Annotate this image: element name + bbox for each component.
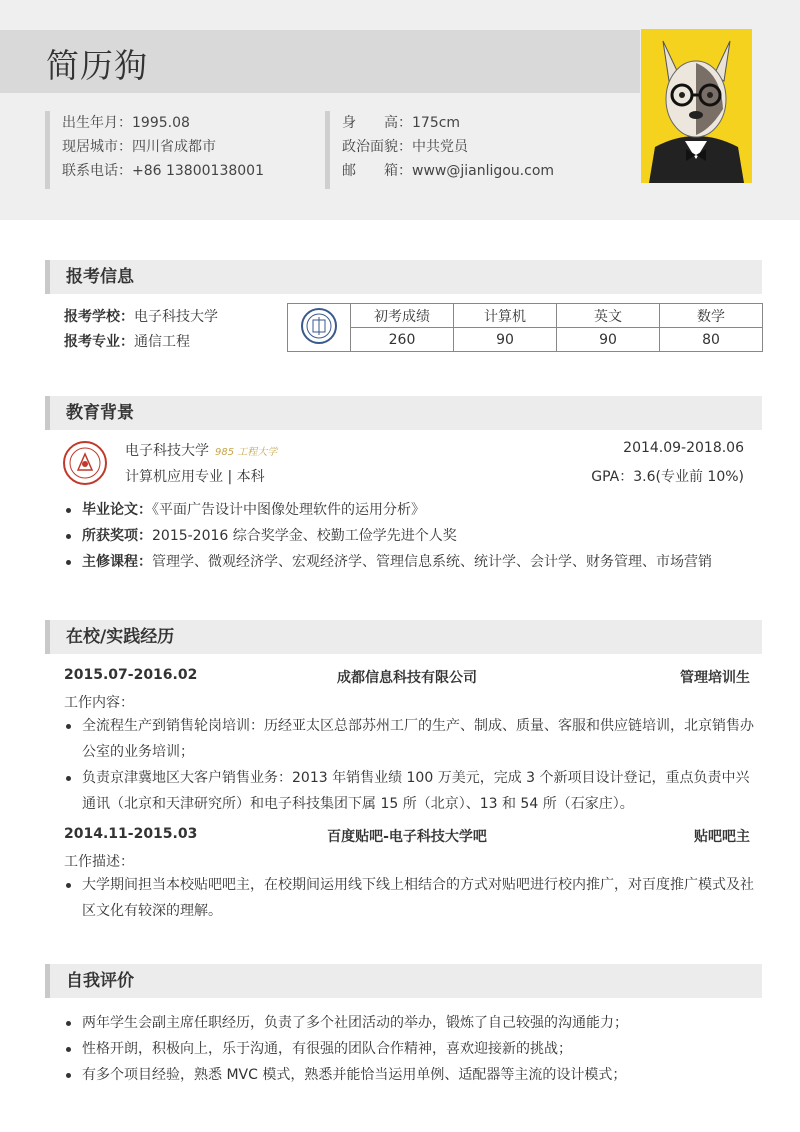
list-item: 负责京津冀地区大客户销售业务：2013 年销售业绩 100 万美元，完成 3 个新项目设计登记，重点负责中兴通讯（北京和天津研究所）和电子科技集团下属 15 所（北京）、13 和 54 所（石家庄）。 (64, 765, 754, 817)
score-header: 数学 (660, 304, 763, 328)
exam-major: 通信工程 (134, 334, 190, 350)
university-seal-icon (300, 307, 338, 345)
job-header (64, 667, 750, 689)
section-title: 在校/实践经历 (66, 627, 175, 647)
profile-photo (641, 29, 752, 183)
item-text: 《平面广告设计中图像处理软件的运用分析》 (152, 502, 425, 518)
exam-details (64, 305, 218, 355)
edu-major: 计算机应用专业 | 本科 (125, 469, 265, 485)
section-exam-info (45, 260, 762, 294)
list-item: 大学期间担当本校贴吧吧主，在校期间运用线下线上相结合的方式对贴吧进行校内推广，对百度推广模式及社区文化有较深的理解。 (64, 872, 754, 924)
item-label: 毕业论文： (82, 502, 152, 518)
job-company: 百度贴吧-电子科技大学吧 (327, 829, 487, 845)
item-label: 主修课程： (82, 554, 152, 570)
job-role: 管理培训生 (680, 670, 750, 686)
score-value: 260 (351, 328, 454, 352)
section-self-evaluation (45, 964, 762, 998)
job-company: 成都信息科技有限公司 (337, 670, 477, 686)
score-value: 90 (557, 328, 660, 352)
school-emblem-icon (62, 440, 108, 486)
self-evaluation-list (64, 1010, 754, 1088)
score-value: 80 (660, 328, 763, 352)
score-header: 英文 (557, 304, 660, 328)
job-date: 2014.11-2015.03 (64, 826, 198, 842)
section-experience (45, 620, 762, 654)
score-value: 90 (454, 328, 557, 352)
political-status: 政治面貌：中共党员 (342, 139, 468, 155)
list-item: 性格开朗，积极向上，乐于沟通，有很强的团队合作精神，喜欢迎接新的挑战； (64, 1036, 754, 1062)
height: 身 高：175cm (342, 115, 461, 131)
score-table-logo-cell (288, 304, 351, 352)
candidate-name: 简历狗 (46, 46, 148, 85)
section-title: 教育背景 (66, 403, 134, 423)
job-duties (64, 713, 754, 817)
exam-school: 电子科技大学 (134, 309, 218, 325)
education-details (64, 497, 712, 575)
list-item (64, 549, 712, 575)
score-header: 计算机 (454, 304, 557, 328)
school-logo (62, 440, 108, 486)
list-item (64, 523, 712, 549)
list-item: 两年学生会副主席任职经历，负责了多个社团活动的举办，锻炼了自己较强的沟通能力； (64, 1010, 754, 1036)
score-header: 初考成绩 (351, 304, 454, 328)
personal-info-right (325, 111, 554, 189)
job-subtitle: 工作内容： (64, 695, 134, 711)
edu-school-name: 电子科技大学 (125, 443, 209, 459)
list-item: 有多个项目经验，熟悉 MVC 模式，熟悉并能恰当运用单例、适配器等主流的设计模式； (64, 1062, 754, 1088)
section-title: 报考信息 (66, 267, 134, 287)
job-role: 贴吧吧主 (694, 829, 750, 845)
email: 邮 箱：www@jianligou.com (342, 163, 555, 179)
edu-date: 2014.09-2018.06 (623, 440, 744, 456)
job-duties (64, 872, 754, 924)
list-item (64, 497, 712, 523)
current-city: 现居城市：四川省成都市 (62, 139, 216, 155)
list-item: 全流程生产到销售轮岗培训：历经亚太区总部苏州工厂的生产、制成、质量、客服和供应链培训，北京销售办公室的业务培训； (64, 713, 754, 765)
edu-school (125, 440, 277, 460)
exam-major-label: 报考专业： (64, 334, 134, 350)
dog-portrait-icon (641, 29, 752, 183)
edu-gpa: GPA：3.6(专业前 10%) (591, 469, 744, 485)
section-education (45, 396, 762, 430)
personal-info-left (45, 111, 264, 189)
birth-date: 出生年月：1995.08 (62, 115, 190, 131)
item-label: 所获奖项： (82, 528, 152, 544)
item-text: 管理学、微观经济学、宏观经济学、管理信息系统、统计学、会计学、财务管理、市场营销 (152, 554, 712, 570)
score-table (287, 303, 763, 352)
exam-school-label: 报考学校： (64, 309, 134, 325)
phone-number: 联系电话：+86 13800138001 (62, 163, 264, 179)
edu-school-tag: 985 工程大学 (215, 447, 278, 458)
section-title: 自我评价 (66, 971, 134, 991)
item-text: 2015-2016 综合奖学金、校勤工俭学先进个人奖 (152, 528, 457, 544)
job-header (64, 826, 750, 848)
job-date: 2015.07-2016.02 (64, 667, 198, 683)
job-subtitle: 工作描述： (64, 854, 134, 870)
